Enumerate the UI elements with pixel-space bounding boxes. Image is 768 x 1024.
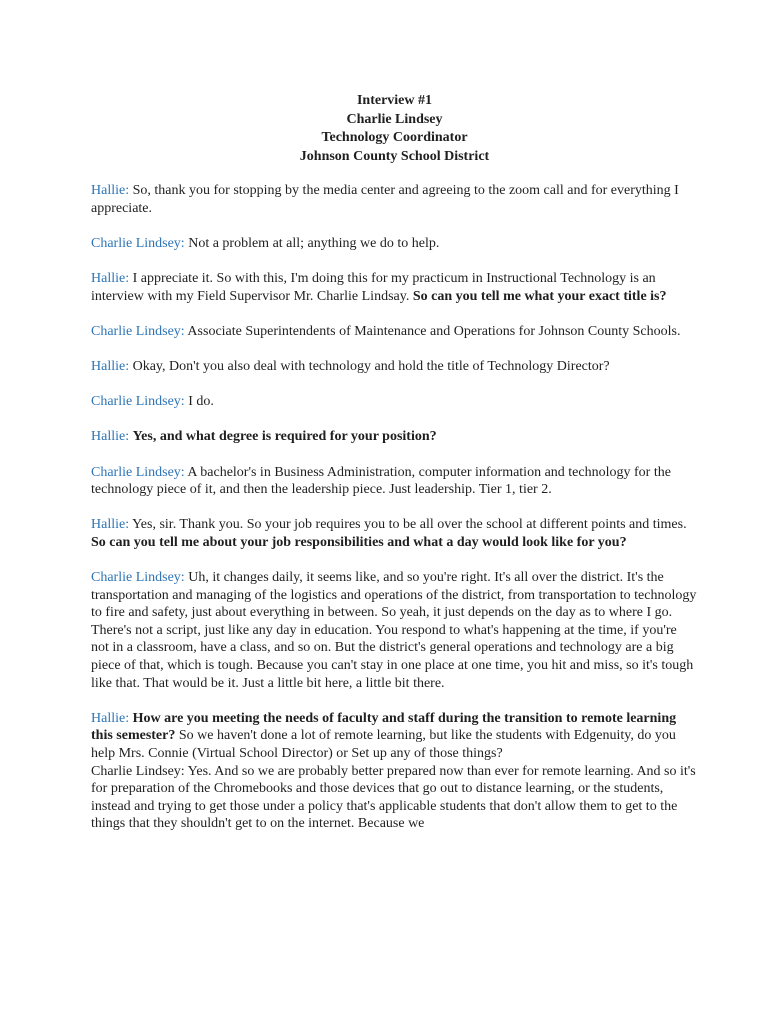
document-heading — [91, 92, 698, 166]
speaker-label: Charlie Lindsey: — [91, 323, 185, 339]
organization-name: Johnson County School District — [299, 148, 490, 164]
speaker-label: Hallie: — [91, 270, 130, 286]
speaker-label: Hallie: — [91, 710, 130, 726]
utterance-text: Yes, sir. Thank you. So your job requires you to be all over the school at different points and times. — [129, 517, 687, 533]
transcript-paragraph — [91, 710, 698, 763]
speaker-label: Charlie Lindsey: — [91, 464, 185, 480]
interview-question: So can you tell me about your job responsibilities and what a day would look like for you? — [91, 534, 627, 550]
transcript-paragraph — [91, 428, 698, 446]
interview-question: Yes, and what degree is required for your position? — [132, 429, 437, 445]
transcript-paragraph — [91, 323, 698, 341]
speaker-label: Charlie Lindsey: — [91, 394, 185, 410]
utterance-text: Associate Superintendents of Maintenance and Operations for Johnson County Schools. — [184, 323, 681, 339]
transcript-body — [91, 182, 698, 833]
utterance-text: A bachelor's in Business Administration, computer information and technology for the technology piece of it, and then the leadership piece. Just leadership. Tier 1, tier 2. — [91, 464, 671, 498]
utterance-text: I do. — [184, 394, 214, 410]
transcript-paragraph — [91, 569, 698, 692]
utterance-text: Okay, Don't you also deal with technology and hold the title of Technology Director? — [129, 358, 610, 374]
interview-question: So can you tell me what your exact title is? — [412, 288, 667, 304]
speaker-label: Charlie Lindsey: — [91, 235, 185, 251]
utterance-text: Not a problem at all; anything we do to help. — [184, 235, 440, 251]
speaker-label: Charlie Lindsey: — [91, 570, 185, 586]
transcript-paragraph — [91, 393, 698, 411]
interviewee-name: Charlie Lindsey — [346, 111, 443, 127]
interviewee-title: Technology Coordinator — [321, 130, 468, 145]
transcript-paragraph — [91, 235, 698, 253]
transcript-paragraph-last — [91, 763, 698, 833]
transcript-paragraph — [91, 182, 698, 217]
utterance-text: I appreciate it. So with this, I'm doing this for my practicum in Instructional Technology is an interview with my Field Supervisor Mr. Charlie Lindsay. — [91, 270, 656, 304]
utterance-text: So, thank you for stopping by the media center and agreeing to the zoom call and for everything I appreciate. — [91, 183, 679, 216]
transcript-paragraph — [91, 358, 698, 376]
interview-number: Interview #1 — [356, 93, 433, 108]
speaker-label: Hallie: — [91, 429, 130, 445]
speaker-label: Hallie: — [91, 517, 130, 533]
utterance-text: Charlie Lindsey: Yes. And so we are probably better prepared now than ever for remote learning. And so it's for preparation of the Chromebooks and those devices that go out to distance learning, or the students, instead and trying to get those under a policy that's applicable students that don't allow them to get to the things that they shouldn't get to on the internet. Because we — [91, 763, 696, 832]
speaker-label: Hallie: — [91, 358, 130, 374]
transcript-paragraph — [91, 464, 698, 499]
transcript-paragraph — [91, 270, 698, 305]
interview-question: How are you meeting the needs of faculty and staff during the transition to remote learning this semester? — [91, 710, 677, 744]
speaker-label: Hallie: — [91, 183, 130, 198]
utterance-text: Uh, it changes daily, it seems like, and so you're right. It's all over the district. It's the transportation and managing of the logistics and operations of the district, from transportation to technology to fire and safety, just about everything in between. So yeah, it just depends on the day as to where I go. There's not a script, just like any day in education. You respond to what's happening at the time, if you're not in a classroom, have a class, and so on. But the district's general operations and technology are a big piece of that, which is tough. Because you can't stay in one place at one time, you hit and miss, so it's tough like that. That would be it. Just a little bit here, a little bit there. — [91, 570, 697, 691]
transcript-paragraph — [91, 516, 698, 551]
utterance-text-continued: So we haven't done a lot of remote learning, but like the students with Edgenuity, do you help Mrs. Connie (Virtual School Director) or Set up any of those things? — [91, 728, 676, 761]
